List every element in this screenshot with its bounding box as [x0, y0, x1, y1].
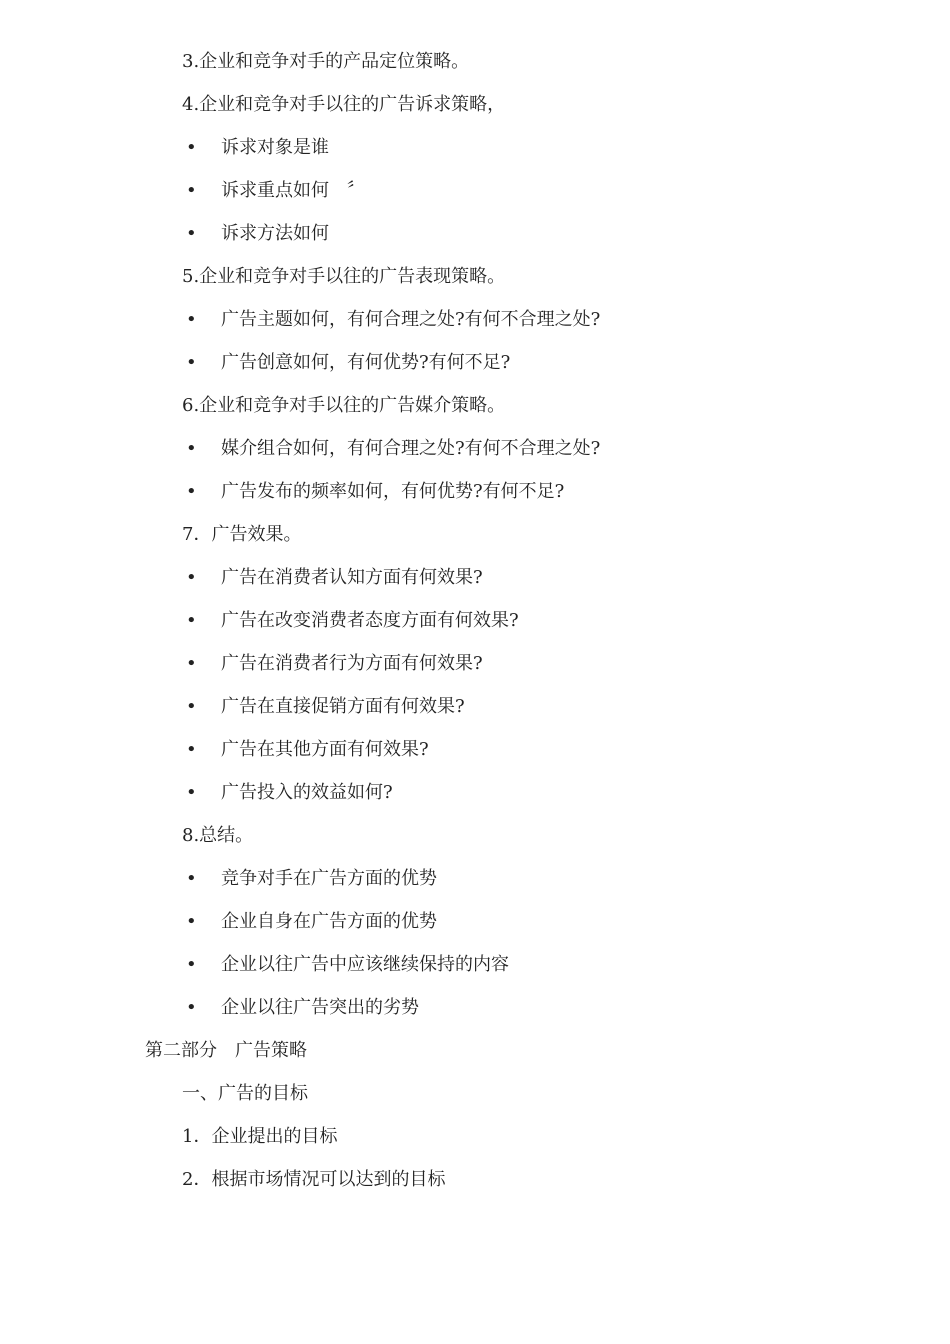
section-heading: 7．广告效果。	[182, 524, 302, 545]
bullet-text: 广告在消费者认知方面有何效果?	[221, 567, 483, 588]
section-heading: 3.企业和竞争对手的产品定位策略。	[182, 51, 470, 72]
bullet-icon: •	[186, 997, 197, 1018]
bullet-text: 诉求对象是谁	[221, 137, 329, 158]
bullet-icon: •	[186, 352, 197, 373]
bullet-text: 企业以往广告突出的劣势	[221, 997, 419, 1018]
bullet-icon: •	[186, 610, 197, 631]
bullet-text: 诉求重点如何 〞	[221, 180, 365, 201]
bullet-icon: •	[186, 137, 197, 158]
bullet-icon: •	[186, 481, 197, 502]
bullet-item	[186, 179, 365, 203]
bullet-text: 竞争对手在广告方面的优势	[221, 868, 437, 889]
part-heading: 第二部分 广告策略	[145, 1040, 307, 1061]
bullet-icon: •	[186, 782, 197, 803]
bullet-item	[186, 867, 437, 891]
bullet-text: 广告在其他方面有何效果?	[221, 739, 429, 760]
bullet-icon: •	[186, 309, 197, 330]
bullet-text: 广告在改变消费者态度方面有何效果?	[221, 610, 519, 631]
bullet-item	[186, 996, 419, 1020]
bullet-item	[186, 566, 483, 590]
bullet-icon: •	[186, 180, 197, 201]
bullet-item	[186, 308, 600, 332]
bullet-item	[186, 695, 465, 719]
bullet-text: 广告在消费者行为方面有何效果?	[221, 653, 483, 674]
bullet-icon: •	[186, 954, 197, 975]
bullet-icon: •	[186, 223, 197, 244]
bullet-item	[186, 738, 429, 762]
bullet-item	[186, 910, 437, 934]
bullet-item	[186, 351, 510, 375]
bullet-item	[186, 222, 329, 246]
bullet-item	[186, 480, 564, 504]
bullet-icon: •	[186, 868, 197, 889]
bullet-icon: •	[186, 739, 197, 760]
bullet-text: 诉求方法如何	[221, 223, 329, 244]
bullet-item	[186, 136, 329, 160]
bullet-item	[186, 781, 393, 805]
bullet-text: 企业自身在广告方面的优势	[221, 911, 437, 932]
bullet-item	[186, 609, 519, 633]
bullet-icon: •	[186, 567, 197, 588]
bullet-icon: •	[186, 696, 197, 717]
bullet-icon: •	[186, 438, 197, 459]
bullet-icon: •	[186, 653, 197, 674]
bullet-text: 广告发布的频率如何，有何优势?有何不足?	[221, 481, 565, 502]
section-heading: 4.企业和竞争对手以往的广告诉求策略，	[182, 94, 506, 115]
section-heading: 5.企业和竞争对手以往的广告表现策略。	[182, 266, 506, 287]
section-heading: 8.总结。	[182, 825, 254, 846]
section-heading: 6.企业和竞争对手以往的广告媒介策略。	[182, 395, 506, 416]
bullet-text: 广告主题如何，有何合理之处?有何不合理之处?	[221, 309, 601, 330]
section-heading: 一、广告的目标	[182, 1083, 308, 1104]
bullet-text: 媒介组合如何，有何合理之处?有何不合理之处?	[221, 438, 601, 459]
section-heading: 1．企业提出的目标	[182, 1126, 338, 1147]
bullet-text: 企业以往广告中应该继续保持的内容	[221, 954, 509, 975]
bullet-text: 广告创意如何，有何优势?有何不足?	[221, 352, 511, 373]
bullet-item	[186, 953, 509, 977]
bullet-text: 广告投入的效益如何?	[221, 782, 393, 803]
bullet-icon: •	[186, 911, 197, 932]
bullet-item	[186, 437, 600, 461]
bullet-item	[186, 652, 483, 676]
section-heading: 2．根据市场情况可以达到的目标	[182, 1169, 446, 1190]
bullet-text: 广告在直接促销方面有何效果?	[221, 696, 465, 717]
